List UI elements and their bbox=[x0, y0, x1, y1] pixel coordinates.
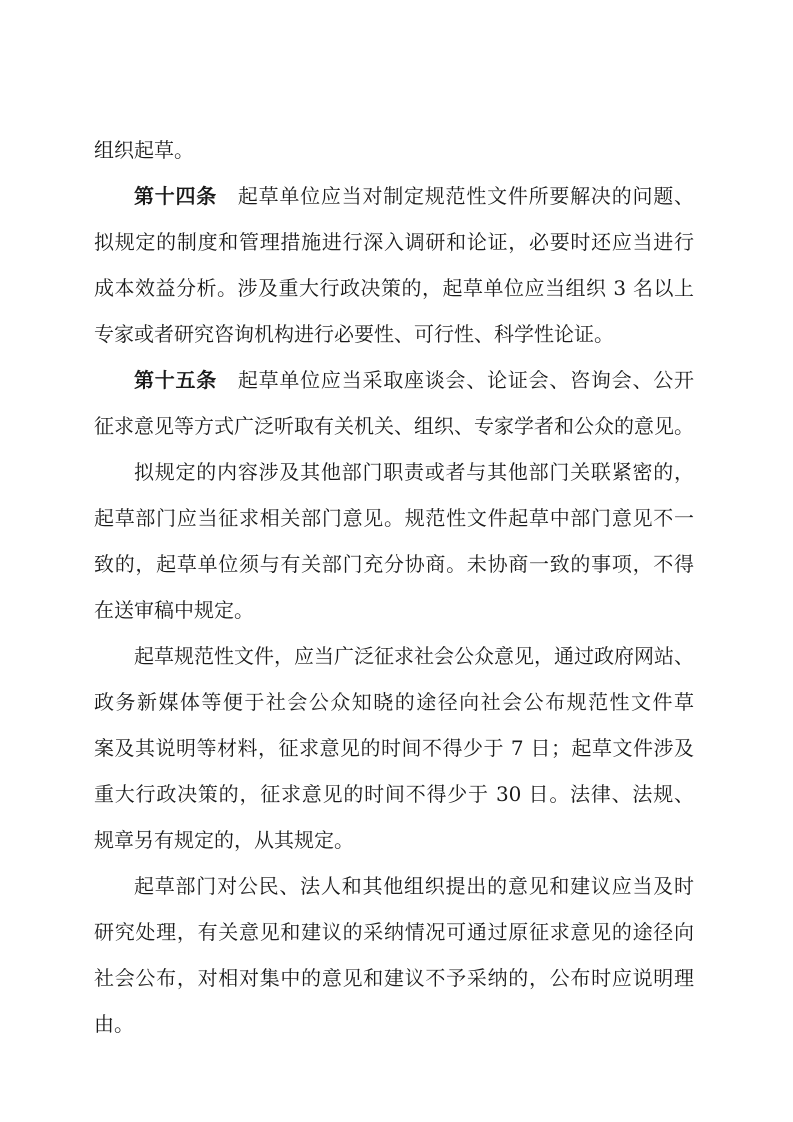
text-line: 在送审稿中规定。 bbox=[94, 598, 254, 622]
text-line: 成本效益分析。涉及重大行政决策的，起草单位应当组织 3 名以上 bbox=[94, 276, 694, 300]
text-line: 研究处理，有关意见和建议的采纳情况可通过原征求意见的途径向 bbox=[94, 920, 694, 944]
text-line: 组织起草。 bbox=[94, 138, 194, 162]
article-14-label: 第十四条 bbox=[134, 184, 218, 208]
text-line: 规章另有规定的，从其规定。 bbox=[94, 828, 354, 852]
text-line: 致的，起草单位须与有关部门充分协商。未协商一致的事项，不得 bbox=[94, 552, 694, 576]
text-line: 由。 bbox=[94, 1012, 134, 1036]
text-line: 起草部门对公民、法人和其他组织提出的意见和建议应当及时 bbox=[134, 874, 694, 898]
article-15-label: 第十五条 bbox=[134, 368, 218, 392]
text-line: 社会公布，对相对集中的意见和建议不予采纳的，公布时应说明理 bbox=[94, 966, 694, 990]
article-14-text: 起草单位应当对制定规范性文件所要解决的问题、 bbox=[237, 184, 695, 208]
text-line: 案及其说明等材料，征求意见的时间不得少于 7 日；起草文件涉及 bbox=[94, 736, 694, 760]
text-line: 征求意见等方式广泛听取有关机关、组织、专家学者和公众的意见。 bbox=[94, 414, 694, 438]
text-line: 重大行政决策的，征求意见的时间不得少于 30 日。法律、法规、 bbox=[94, 782, 694, 806]
article-15-line bbox=[134, 357, 694, 403]
text-line: 拟规定的制度和管理措施进行深入调研和论证，必要时还应当进行 bbox=[94, 230, 694, 254]
text-line: 政务新媒体等便于社会公众知晓的途径向社会公布规范性文件草 bbox=[94, 690, 694, 714]
text-line: 专家或者研究咨询机构进行必要性、可行性、科学性论证。 bbox=[94, 322, 614, 346]
text-line: 起草规范性文件，应当广泛征求社会公众意见，通过政府网站、 bbox=[134, 644, 694, 668]
article-14-line bbox=[134, 173, 694, 219]
text-line: 起草部门应当征求相关部门意见。规范性文件起草中部门意见不一 bbox=[94, 506, 694, 530]
article-15-text: 起草单位应当采取座谈会、论证会、咨询会、公开 bbox=[237, 368, 695, 392]
text-line: 拟规定的内容涉及其他部门职责或者与其他部门关联紧密的， bbox=[134, 460, 694, 484]
